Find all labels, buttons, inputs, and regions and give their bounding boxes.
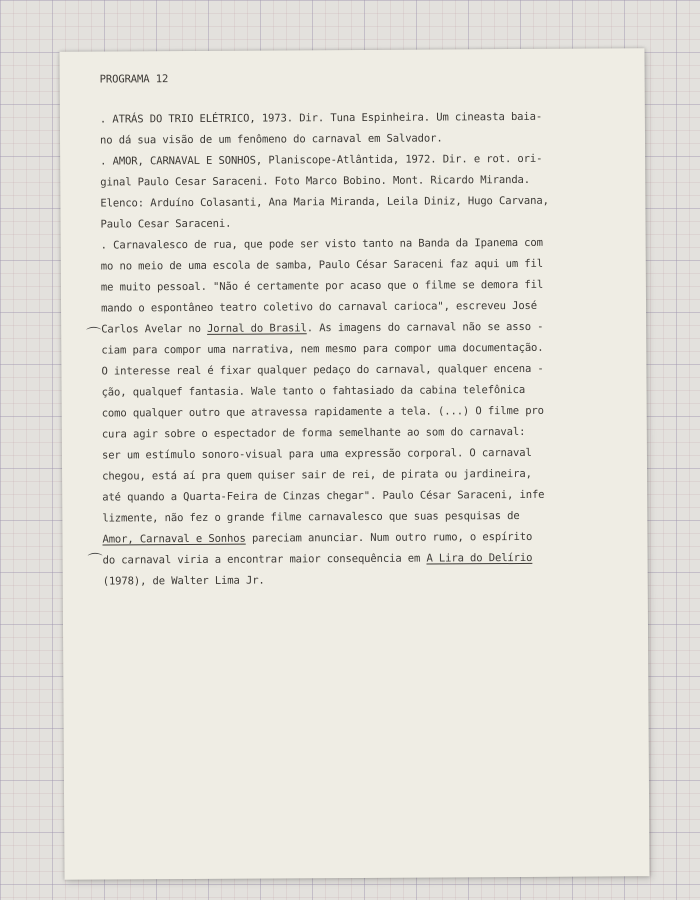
- review-line-4: mando o espontâneo teatro coletivo do carnaval carioca", escreveu José: [101, 299, 538, 315]
- review-line-10: cura agir sobre o espectador de forma semelhante ao som do carnaval:: [101, 425, 526, 441]
- review-line-7: O interesse real é fixar qualquer pedaço do carnaval, qualquer encena -: [101, 362, 544, 378]
- review-line-5-end: . As imagens do carnaval não se asso -: [306, 320, 544, 335]
- review-line-5-start: Carlos Avelar no: [101, 322, 208, 336]
- margin-mark-2: ⌒: [87, 551, 103, 570]
- newspaper-title: Jornal do Brasil: [207, 322, 307, 335]
- film-entry-2: [100, 148, 641, 235]
- film-title-underlined: Amor, Carnaval e Sonhos: [102, 532, 246, 546]
- review-line-17: (1978), de Walter Lima Jr.: [102, 574, 265, 588]
- review-line-12: chegou, está aí pra quem quiser sair de rei, de pirata ou jardineira,: [102, 467, 532, 483]
- review-line-1: . Carnavalesco de rua, que pode ser visto tanto na Banda da Ipanema com: [100, 236, 543, 252]
- film-entry-1: [100, 106, 640, 151]
- review-line-14: lizmente, não fez o grande filme carnavalesco que suas pesquisas de: [102, 509, 520, 525]
- film-review: [101, 232, 643, 592]
- entry2-line-2: ginal Paulo Cesar Saraceni. Foto Marco Bobino. Mont. Ricardo Miranda.: [100, 173, 531, 189]
- entry1-line-2: no dá sua visão de um fenômeno do carnaval em Salvador.: [99, 132, 443, 147]
- margin-mark-1: ⌒: [86, 325, 102, 344]
- entry2-line-3: Elenco: Arduíno Colasanti, Ana Maria Miranda, Leila Diniz, Hugo Carvana,: [100, 194, 549, 210]
- review-line-16-start: do carnaval viria a encontrar maior consequência em: [102, 552, 427, 567]
- review-line-11: ser um estímulo sonoro-visual para uma expressão corporal. O carnaval: [101, 446, 532, 462]
- review-line-9: como qualquer outro que atravessa rapidamente a tela. (...) O filme pro: [101, 404, 544, 420]
- film-title-lira: A Lira do Delírio: [426, 551, 533, 565]
- review-line-6: ciam para compor uma narrativa, nem mesmo para compor uma documentação.: [101, 341, 544, 357]
- entry1-line-1: . ATRÁS DO TRIO ELÉTRICO, 1973. Dir. Tuna Espinheira. Um cineasta baia-: [99, 110, 543, 126]
- review-line-3: me muito pessoal. "Não é certamente por acaso que o filme se demora fil: [100, 278, 544, 294]
- review-line-15-end: pareciam anunciar. Num outro rumo, o espírito: [245, 530, 533, 545]
- review-line-8: ção, qualquef fantasia. Wale tanto o fahtasiado da cabina telefônica: [101, 383, 526, 399]
- program-heading: PROGRAMA 12: [99, 73, 169, 86]
- review-line-13: até quando a Quarta-Feira de Cinzas chegar". Paulo César Saraceni, infe: [102, 488, 545, 504]
- entry2-line-4: Paulo Cesar Saraceni.: [100, 217, 232, 231]
- typed-text: [100, 66, 643, 592]
- document-page: [59, 48, 649, 880]
- entry2-line-1: . AMOR, CARNAVAL E SONHOS, Planiscope-Atlântida, 1972. Dir. e rot. ori-: [100, 152, 543, 168]
- review-line-2: mo no meio de uma escola de samba, Paulo César Saraceni faz aqui um fil: [100, 257, 544, 273]
